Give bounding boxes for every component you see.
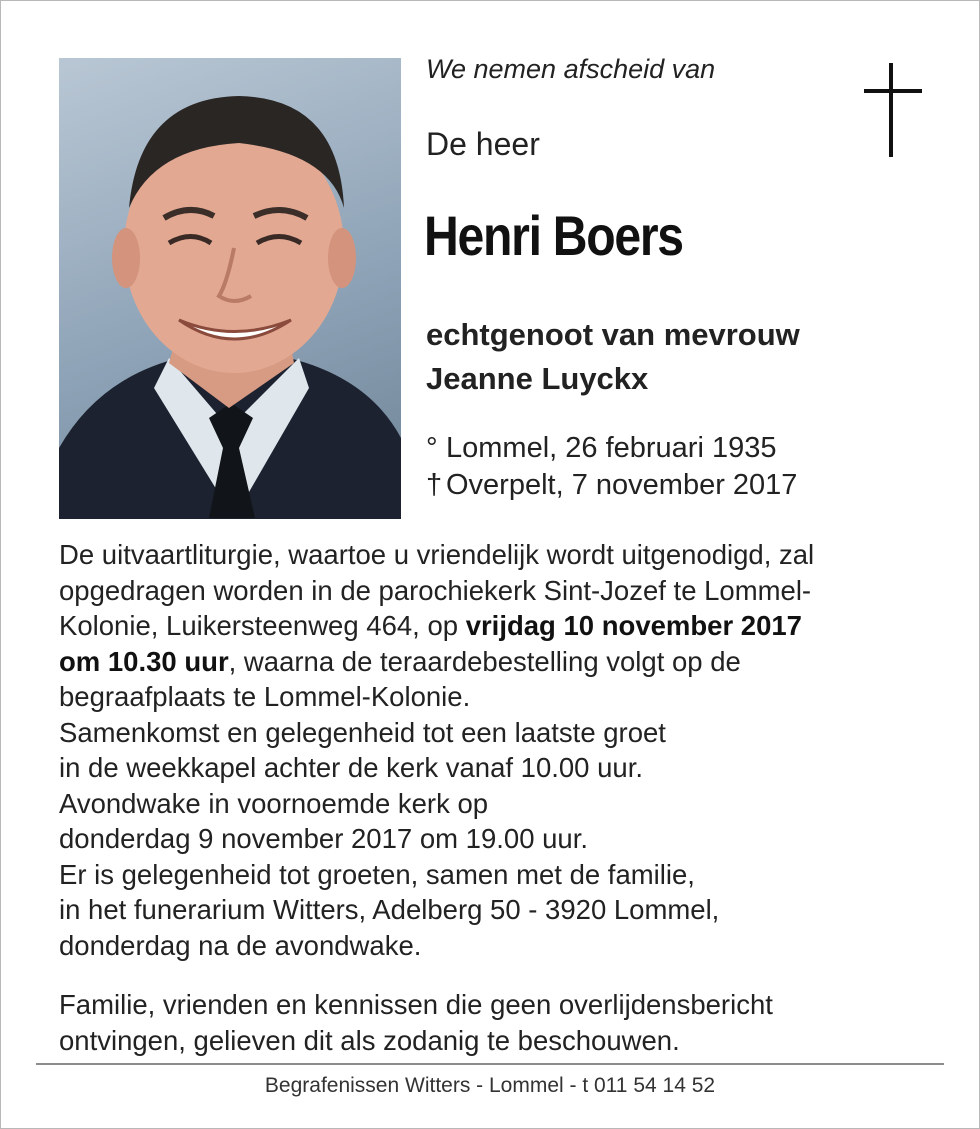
funeral-home-footer: Begrafenissen Witters - Lommel - t 011 54 14 52 xyxy=(264,1074,716,1097)
body-line: donderdag 9 november 2017 om 19.00 uur. xyxy=(59,823,588,854)
funeral-time: om 10.30 uur xyxy=(59,645,229,677)
death-text: Overpelt, 7 november 2017 xyxy=(446,469,798,501)
body-line: begraafplaats te Lommel-Kolonie. xyxy=(59,681,471,712)
spouse-line-1: echtgenoot van mevrouw xyxy=(426,317,800,352)
body-line: in het funerarium Witters, Adelberg 50 - 3920 Lommel, xyxy=(59,894,720,925)
body-line xyxy=(59,608,814,644)
body-line: De uitvaartliturgie, waartoe u vriendelijk wordt uitgenodigd, zal xyxy=(59,539,815,570)
body-line: Er is gelegenheid tot groeten, samen met de familie, xyxy=(59,858,695,890)
body-line: Samenkomst en gelegenheid tot een laatste groet xyxy=(59,716,666,748)
death-line xyxy=(426,467,797,504)
death-cross-icon: † xyxy=(426,469,443,501)
salutation: De heer xyxy=(426,126,540,162)
body-span: , waarna de teraardebestelling volgt op de xyxy=(228,645,741,677)
portrait-illustration xyxy=(59,58,401,519)
intro-text: We nemen afscheid van xyxy=(426,54,716,84)
body-line: opgedragen worden in de parochiekerk Sint-Jozef te Lommel- xyxy=(59,574,812,606)
body-line: Avondwake in voornoemde kerk op xyxy=(59,787,489,819)
portrait-photo xyxy=(59,58,401,519)
birth-symbol: ° xyxy=(426,432,438,464)
body-line: donderdag na de avondwake. xyxy=(59,929,422,961)
body-line xyxy=(59,644,814,680)
dates-block xyxy=(426,430,797,504)
closing-text xyxy=(59,987,773,1058)
spouse-line-2: Jeanne Luyckx xyxy=(426,361,649,396)
footer-divider xyxy=(36,1063,944,1065)
closing-line: ontvingen, gelieven dit als zodanig te beschouwen. xyxy=(59,1024,680,1056)
funeral-date: vrijdag 10 november 2017 xyxy=(465,610,802,641)
birth-text: Lommel, 26 februari 1935 xyxy=(446,432,777,464)
ceremony-text xyxy=(59,537,814,963)
body-span: Kolonie, Luikersteenweg 464, op xyxy=(59,610,466,641)
body-line: in de weekkapel achter de kerk vanaf 10.00 uur. xyxy=(59,752,643,783)
deceased-name: Henri Boers xyxy=(424,204,683,267)
spouse-block xyxy=(426,313,800,401)
birth-line xyxy=(426,430,797,467)
cross-icon xyxy=(864,63,922,157)
closing-line: Familie, vrienden en kennissen die geen overlijdensbericht xyxy=(59,989,773,1020)
